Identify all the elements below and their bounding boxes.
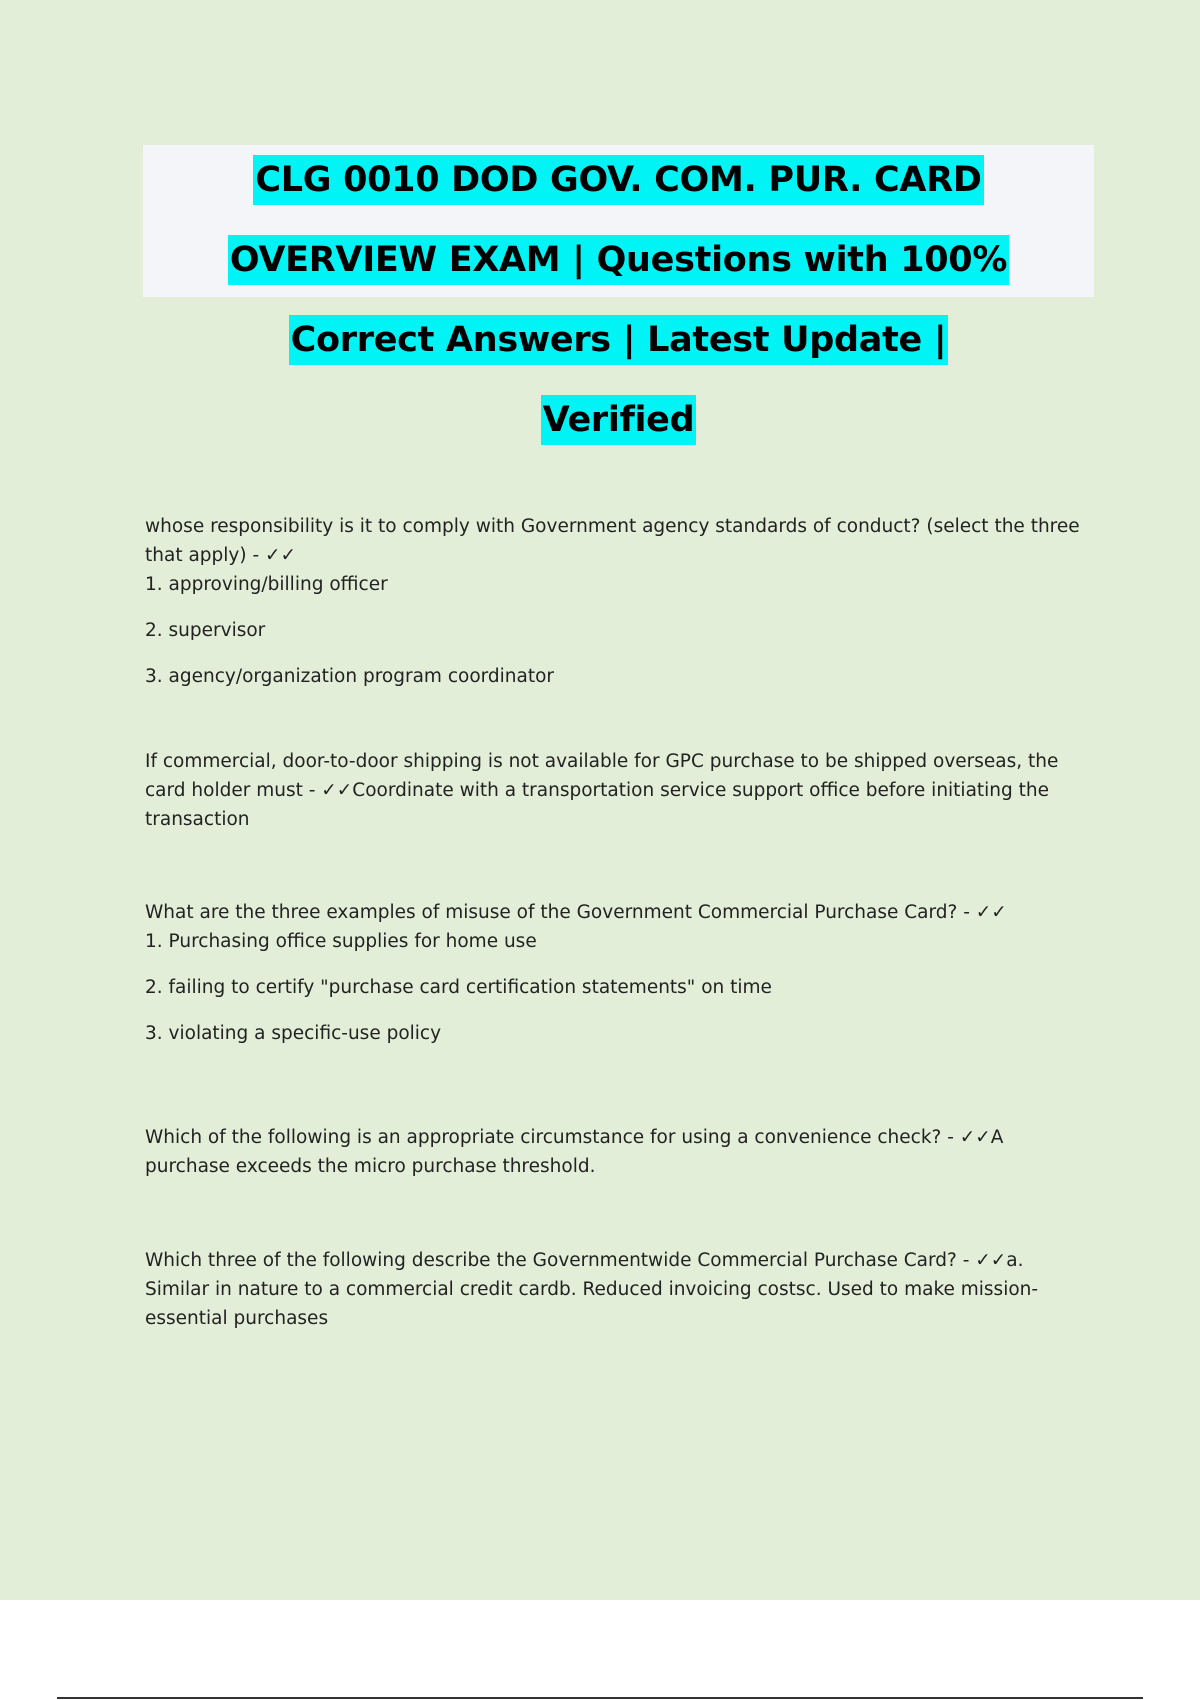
qa-block xyxy=(145,512,1085,747)
title-line-text: Correct Answers | Latest Update | xyxy=(289,315,949,365)
title-line xyxy=(143,140,1094,220)
qa-block xyxy=(145,747,1085,898)
question-text: What are the three examples of misuse of the Government Commercial Purchase Card? - ✓✓ xyxy=(145,902,1007,923)
title-line xyxy=(143,220,1094,300)
answer-item: 2. failing to certify "purchase card certification statements" on time xyxy=(145,977,772,998)
question-text: If commercial, door-to-door shipping is not available for GPC purchase to be shipped overseas, the card holder must - ✓✓Coordinate with a transportation service support office before initiating the transaction xyxy=(145,751,1059,830)
footer-divider xyxy=(57,1697,1143,1699)
qa-content xyxy=(145,512,1085,1333)
question-text: Which of the following is an appropriate circumstance for using a convenience check? - ✓✓A purchase exceeds the micro purchase threshold. xyxy=(145,1127,1004,1177)
answer-item: 3. violating a specific-use policy xyxy=(145,1023,442,1044)
answer-item: 3. agency/organization program coordinator xyxy=(145,666,555,687)
qa-block xyxy=(145,898,1085,1123)
question-text: Which three of the following describe the Governmentwide Commercial Purchase Card? - ✓✓a. Similar in nature to a commercial credit cardb. Reduced invoicing costsc. Used to make mission-essential purchases xyxy=(145,1250,1039,1329)
title-line xyxy=(143,380,1094,460)
title-line-text: OVERVIEW EXAM | Questions with 100% xyxy=(228,235,1009,285)
question-text: whose responsibility is it to comply with Government agency standards of conduct? (select the three that apply) - ✓✓ xyxy=(145,516,1080,566)
answer-item: 1. approving/billing officer xyxy=(145,574,388,595)
title-line xyxy=(143,300,1094,380)
title-line-text: CLG 0010 DOD GOV. COM. PUR. CARD xyxy=(253,155,983,205)
answer-item: 1. Purchasing office supplies for home use xyxy=(145,931,537,952)
answer-item: 2. supervisor xyxy=(145,620,266,641)
document-title xyxy=(143,140,1094,460)
title-line-text: Verified xyxy=(541,395,697,445)
qa-block xyxy=(145,1246,1085,1333)
qa-block xyxy=(145,1123,1085,1246)
